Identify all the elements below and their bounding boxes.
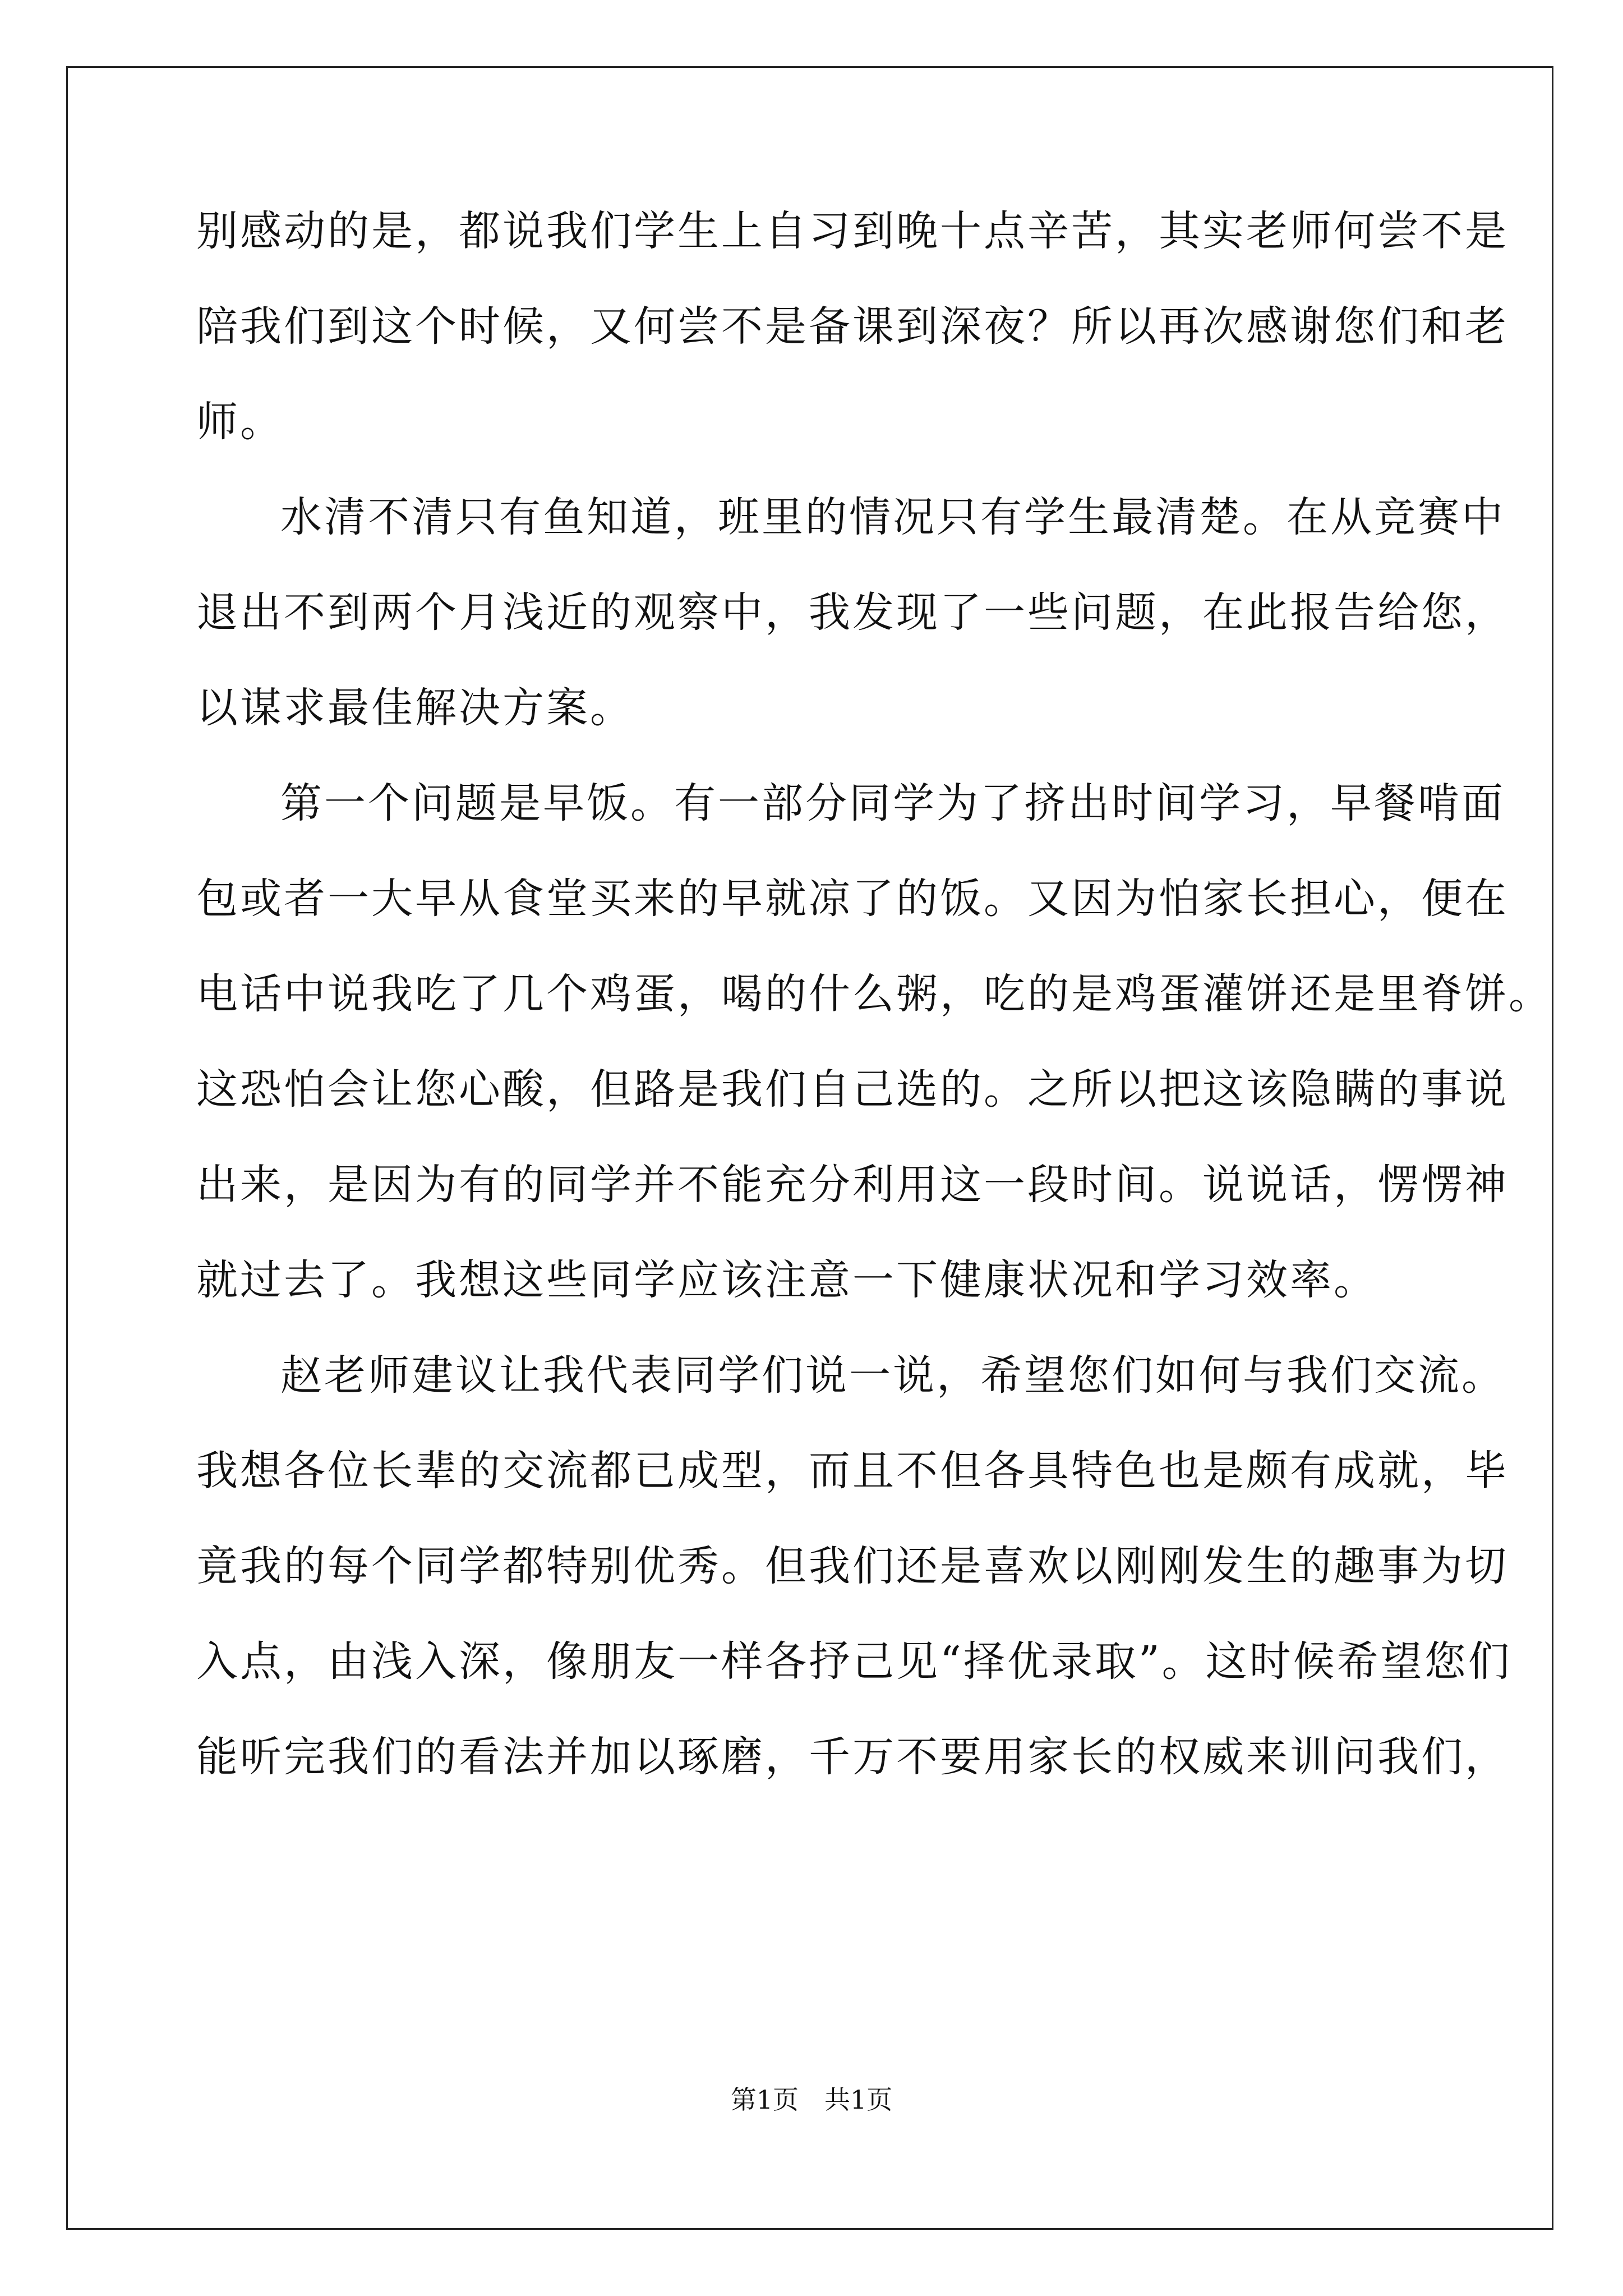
paragraph-start-line: 第一个问题是早饭。有一部分同学为了挤出时间学习，早餐啃面 [280, 779, 1505, 827]
text-line: 别感动的是，都说我们学生上自习到晚十点辛苦，其实老师何尝不是 [196, 207, 1509, 255]
text-line: 以谋求最佳解决方案。 [196, 684, 634, 732]
text-line: 退出不到两个月浅近的观察中，我发现了一些问题，在此报告给您， [196, 588, 1509, 637]
paragraph-start-line: 赵老师建议让我代表同学们说一说，希望您们如何与我们交流。 [280, 1351, 1505, 1400]
text-line: 师。 [196, 398, 284, 446]
text-line: 入点，由浅入深，像朋友一样各抒己见“择优录取”。这时候希望您们 [196, 1637, 1512, 1686]
paragraph-start-line: 水清不清只有鱼知道，班里的情况只有学生最清楚。在从竞赛中 [280, 493, 1505, 541]
text-line: 陪我们到这个时候，又何尝不是备课到深夜？所以再次感谢您们和老 [196, 302, 1509, 351]
text-line: 出来，是因为有的同学并不能充分利用这一段时间。说说话，愣愣神 [196, 1161, 1509, 1209]
page-number-footer: 第1页 共1页 [730, 2085, 893, 2115]
text-line: 竟我的每个同学都特别优秀。但我们还是喜欢以刚刚发生的趣事为切 [196, 1542, 1509, 1590]
text-line: 电话中说我吃了几个鸡蛋，喝的什么粥，吃的是鸡蛋灌饼还是里脊饼。 [196, 970, 1552, 1018]
text-line: 这恐怕会让您心酸，但路是我们自己选的。之所以把这该隐瞒的事说 [196, 1065, 1509, 1114]
text-line: 就过去了。我想这些同学应该注意一下健康状况和学习效率。 [196, 1256, 1377, 1304]
text-line: 我想各位长辈的交流都已成型，而且不但各具特色也是颇有成就，毕 [196, 1447, 1509, 1495]
text-line: 能听完我们的看法并加以琢磨，千万不要用家长的权威来训问我们， [196, 1733, 1509, 1781]
page-border [66, 66, 1553, 2230]
text-line: 包或者一大早从食堂买来的早就凉了的饭。又因为怕家长担心，便在 [196, 875, 1509, 923]
